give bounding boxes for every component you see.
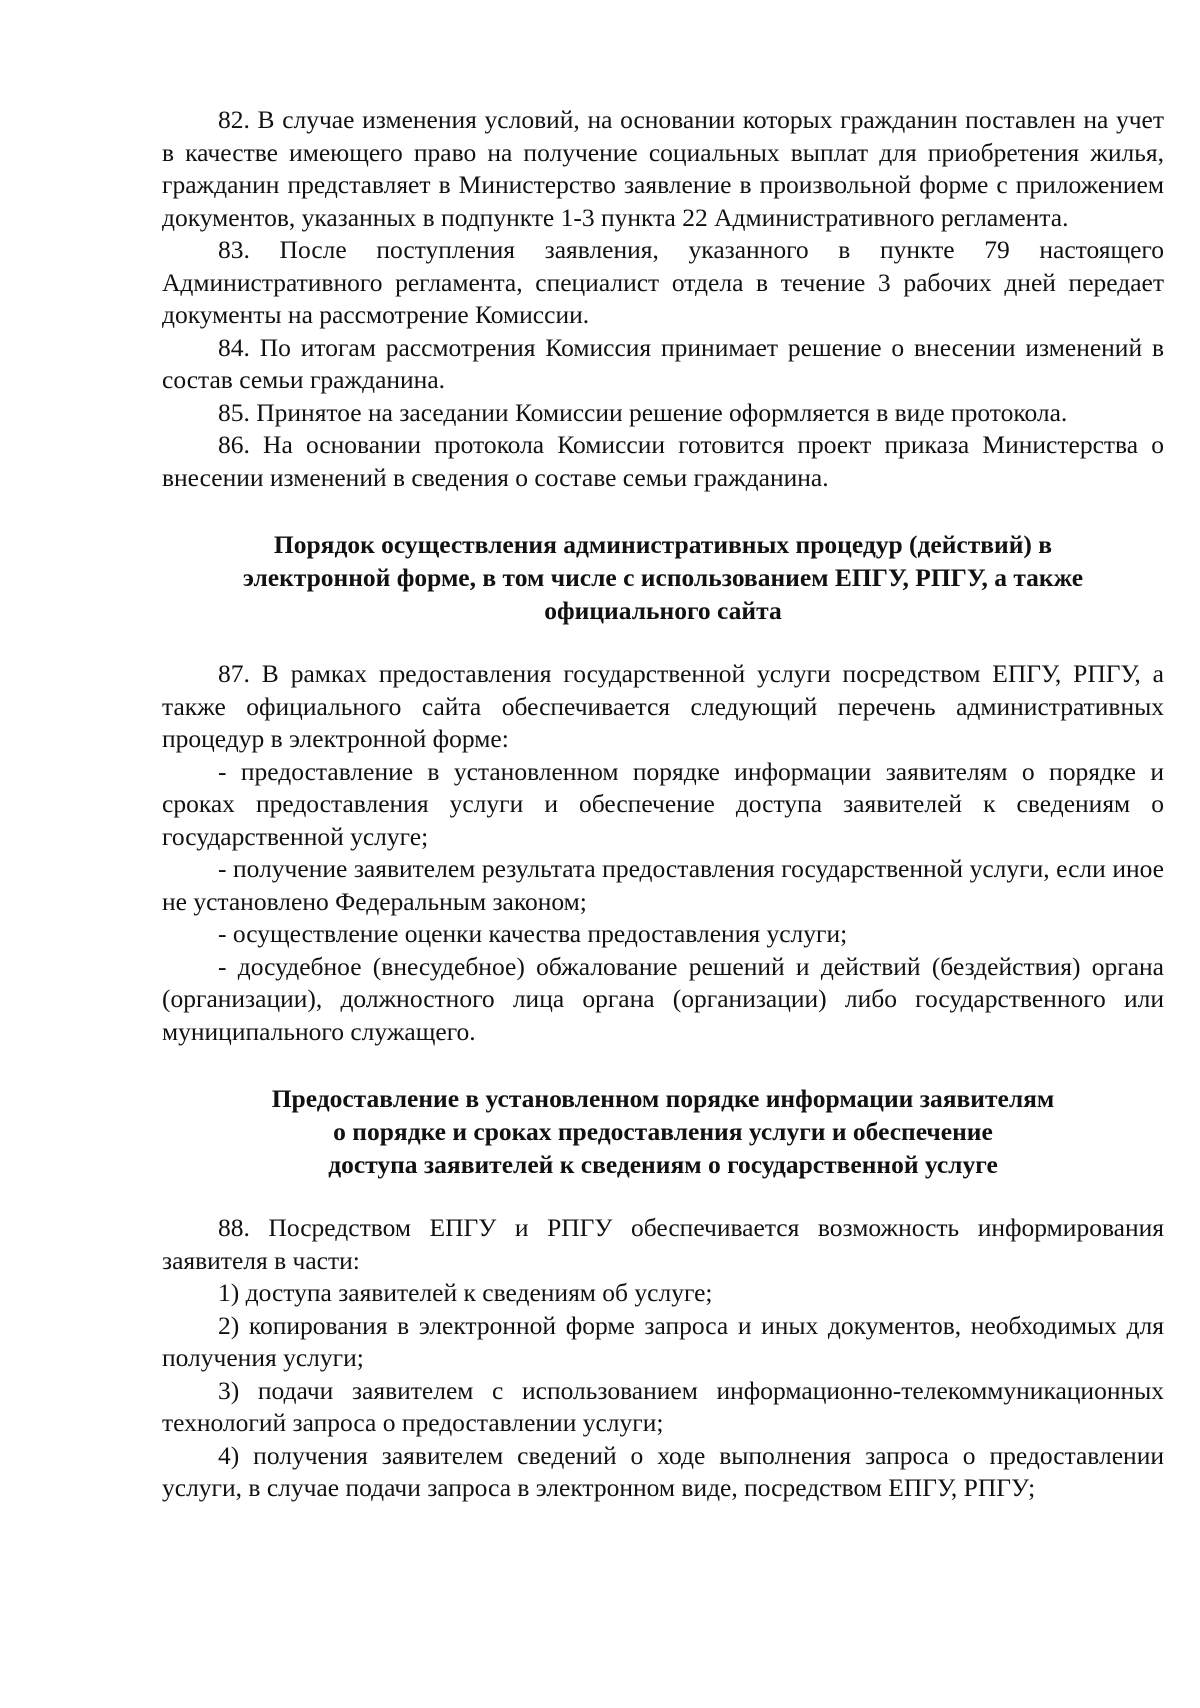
heading-line: о порядке и сроках предоставления услуги и обеспечение [333,1117,993,1146]
list-item: 3) подачи заявителем с использованием информационно-телекоммуникационных технологий запроса о предоставлении услуги; [162,1375,1164,1437]
section-heading-electronic-procedures [162,528,1164,627]
list-item: 2) копирования в электронной форме запроса и иных документов, необходимых для получения услуги; [162,1310,1164,1372]
paragraph-87: 87. В рамках предоставления государственной услуги посредством ЕПГУ, РПГУ, а также официального сайта обеспечивается следующий перечень административных процедур в электронной форме: [162,659,1164,753]
heading-line: официального сайта [544,596,782,625]
list-item: - досудебное (внесудебное) обжалование решений и действий (бездействия) органа (организации), должностного лица органа (организации) либо государственного или муниципального служащего. [162,951,1164,1046]
list-item: 4) получения заявителем сведений о ходе выполнения запроса о предоставлении услуги, в случае подачи запроса в электронном виде, посредством ЕПГУ, РПГУ; [162,1440,1164,1502]
list-item: - получение заявителем результата предоставления государственной услуги, если иное не установлено Федеральным законом; [162,854,1164,916]
paragraph-82: 82. В случае изменения условий, на основании которых гражданин поставлен на учет в качестве имеющего право на получение социальных выплат для приобретения жилья, гражданин представляет в Министерство заявление в произвольной форме с приложением документов, указанных в подпункте 1-3 пункта 22 Административного регламента. [162,105,1164,232]
list-item: - осуществление оценки качества предоставления услуги; [218,919,848,948]
section-heading-information-provision [162,1082,1164,1181]
heading-line: доступа заявителей к сведениям о государственной услуге [328,1150,998,1179]
heading-line: Порядок осуществления административных процедур (действий) в [273,530,1053,559]
list-item: 1) доступа заявителей к сведениям об услуге; [218,1278,713,1307]
heading-line: Предоставление в установленном порядке информации заявителям [271,1084,1055,1113]
section-paragraphs-87 [162,658,1164,1048]
section-paragraphs-88 [162,1212,1164,1505]
paragraph-88: 88. Посредством ЕПГУ и РПГУ обеспечивается возможность информирования заявителя в части: [162,1213,1164,1275]
paragraph-85: 85. Принятое на заседании Комиссии решение оформляется в виде протокола. [218,397,1068,427]
section-paragraphs-82-86 [162,104,1164,494]
paragraph-86: 86. На основании протокола Комиссии готовится проект приказа Министерства о внесении изменений в сведения о составе семьи гражданина. [162,430,1164,492]
heading-line: электронной форме, в том числе с использованием ЕПГУ, РПГУ, а также [242,563,1084,592]
list-item: - предоставление в установленном порядке информации заявителям о порядке и сроках предоставления услуги и обеспечение доступа заявителей к сведениям о государственной услуге; [162,756,1164,851]
paragraph-83: 83. После поступления заявления, указанного в пункте 79 настоящего Административного регламента, специалист отдела в течение 3 рабочих дней передает документы на рассмотрение Комиссии. [162,235,1164,329]
paragraph-84: 84. По итогам рассмотрения Комиссия принимает решение о внесении изменений в состав семьи гражданина. [162,332,1164,394]
document-page [162,104,1164,1505]
